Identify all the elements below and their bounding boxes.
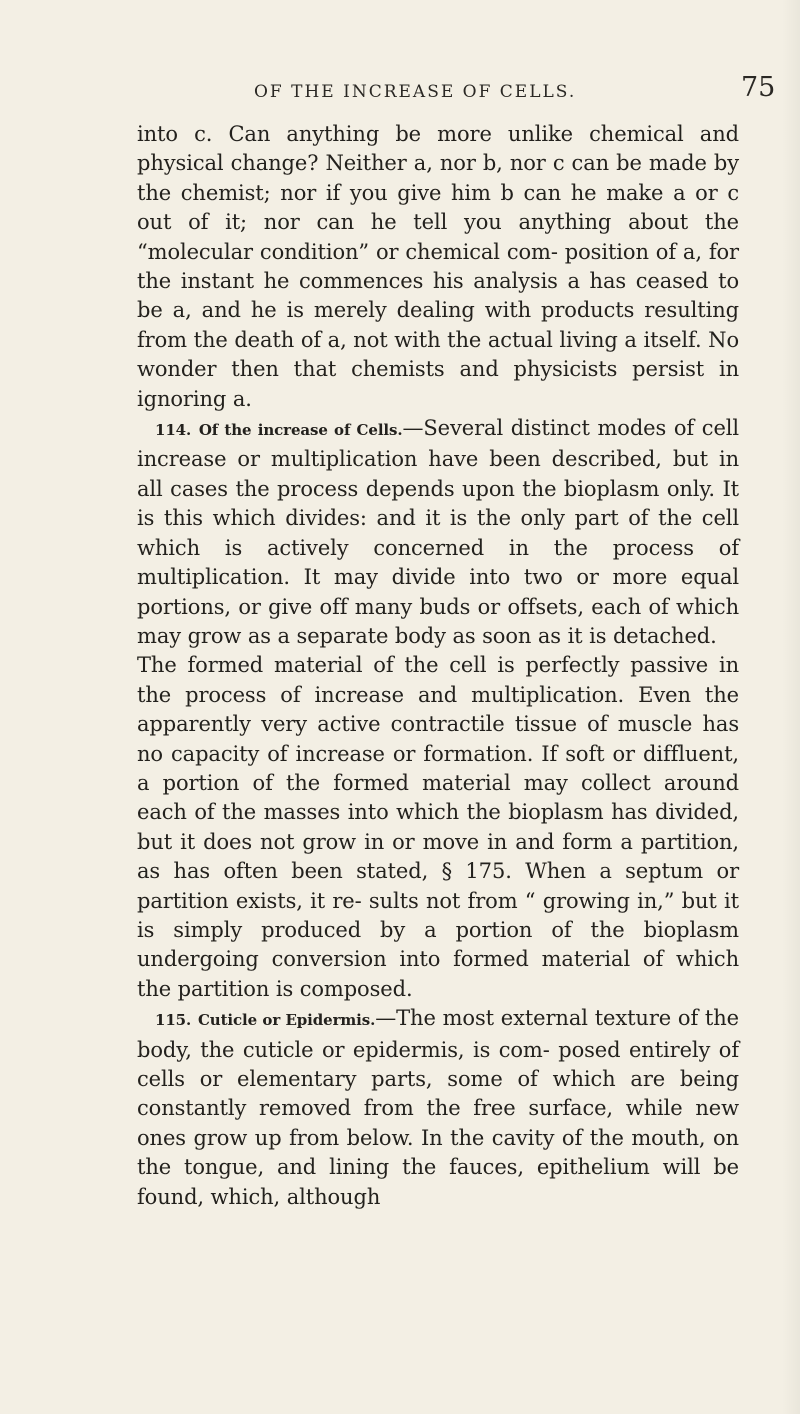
text-line: part of the cell which is actively concerned in the xyxy=(137,506,740,560)
section-number: 114. xyxy=(155,421,192,440)
text-line: the fauces, epithelium will be found, which, although xyxy=(137,1155,739,1209)
text-line: the bioplasm has divided, but it does not grow in or xyxy=(137,800,740,854)
text-line: made by the chemist; nor if you give him b can he xyxy=(137,151,740,205)
text-line: about the “molecular condition” or chemical com- xyxy=(137,210,740,264)
text-line: —Several distinct modes xyxy=(402,416,667,441)
text-line: in the process of increase and multiplication. Even xyxy=(137,653,740,707)
text-line: physical change? Neither a, nor b, nor c can be xyxy=(137,151,642,176)
section-title: Of the increase of Cells. xyxy=(198,421,403,440)
text-line: —The most external xyxy=(375,1006,588,1031)
text-line: position of a, for the instant he commences his analysis xyxy=(137,239,739,294)
text-line: more equal portions, or give off many buds or offsets, xyxy=(137,565,739,619)
text-line: make a or c out of it; nor can he tell you anything xyxy=(137,180,739,235)
scan-edge-shadow xyxy=(782,0,800,1414)
text-line: stated, § 175. When a septum or partition exists, it re- xyxy=(137,859,740,913)
paragraph-continuation xyxy=(137,120,739,414)
text-line: products resulting from the death of a, not with the xyxy=(137,298,739,352)
text-line: into c. Can anything be more unlike chemical and xyxy=(137,122,739,146)
text-line: the cavity of the mouth, on the tongue, and lining xyxy=(137,1125,739,1180)
running-title: OF THE INCREASE OF CELLS. xyxy=(254,82,577,102)
section-115 xyxy=(137,1004,739,1212)
text-line: move in and form a partition, as has often been xyxy=(137,829,739,884)
text-line: a has ceased to be a, and he is merely dealing with xyxy=(137,269,739,323)
text-line: of cell increase or multiplication have been described, xyxy=(137,416,740,472)
text-line: as it is detached. xyxy=(537,623,717,648)
section-title: Cuticle or Epidermis. xyxy=(197,1011,376,1030)
text-line: each of which may grow as a separate body as soon xyxy=(137,594,740,648)
paragraph-formed-material xyxy=(137,651,739,1004)
section-114 xyxy=(137,414,739,651)
text-line: soft or diffluent, a portion of the formed material xyxy=(137,741,739,795)
text-line: and physicists persist in ignoring a. xyxy=(137,357,739,411)
text-line: process of multiplication. It may divide into two or xyxy=(137,535,739,590)
text-line: may collect around each of the masses into which xyxy=(137,770,740,825)
page-number: 75 xyxy=(741,72,776,103)
text-line: The formed material of the cell is perfectly passive xyxy=(137,653,709,678)
text-line: only. It is this which divides: and it is the only xyxy=(137,476,740,531)
text-line: posed entirely of cells or elementary parts, some of xyxy=(137,1037,739,1091)
text-line: by a portion of the bioplasm undergoing conversion xyxy=(137,917,739,972)
text-line: the apparently very active contractile tissue of xyxy=(137,682,740,737)
text-line: actual living a itself. No wonder then that chemists xyxy=(137,327,739,382)
text-line: muscle has no capacity of increase or formation. If xyxy=(137,712,740,766)
text-line: into formed material of which the partition is composed. xyxy=(137,947,739,1001)
text-line: but in all cases the process depends upon the bioplasm xyxy=(137,447,740,501)
body-text xyxy=(137,120,739,1212)
text-line: texture of the body, the cuticle or epidermis, is com- xyxy=(137,1006,740,1062)
text-line: which are being constantly removed from the free xyxy=(137,1067,739,1121)
text-line: sults not from “ growing in,” but it is simply produced xyxy=(137,888,739,942)
section-number: 115. xyxy=(155,1011,192,1030)
text-line: surface, while new ones grow up from below. In xyxy=(137,1096,739,1150)
